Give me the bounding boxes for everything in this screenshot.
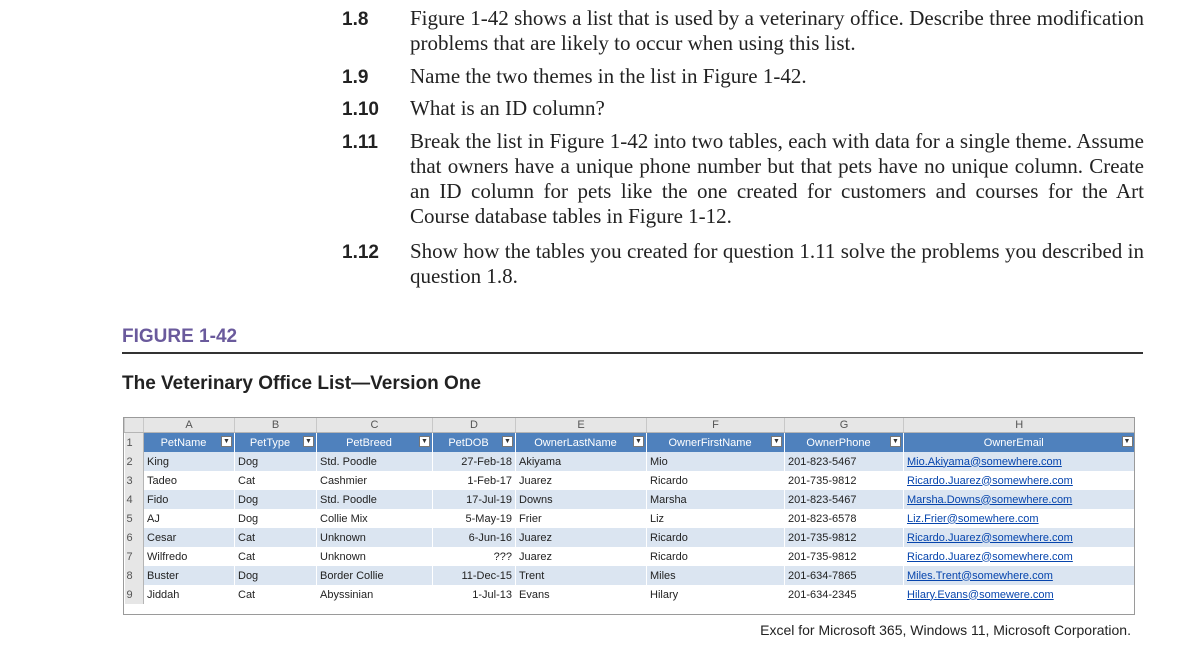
- header-cell: [433, 433, 516, 453]
- table-cell[interactable]: Wilfredo: [144, 547, 235, 566]
- question-1-11: [342, 129, 1144, 229]
- table-cell[interactable]: [904, 547, 1135, 566]
- veterinary-list-table: [124, 418, 1135, 604]
- filter-dropdown-icon[interactable]: ▼: [221, 436, 232, 447]
- table-cell[interactable]: Border Collie: [317, 566, 433, 585]
- table-cell[interactable]: Dog: [235, 566, 317, 585]
- table-cell[interactable]: Juarez: [516, 471, 647, 490]
- row-number[interactable]: 1: [125, 433, 144, 453]
- filter-dropdown-icon[interactable]: ▼: [502, 436, 513, 447]
- table-cell[interactable]: Buster: [144, 566, 235, 585]
- table-cell[interactable]: Unknown: [317, 547, 433, 566]
- header-row: [125, 433, 1135, 453]
- table-cell[interactable]: Dog: [235, 452, 317, 471]
- header-label: OwnerLastName: [534, 436, 617, 449]
- spreadsheet: [123, 417, 1135, 615]
- table-cell[interactable]: AJ: [144, 509, 235, 528]
- question-text: Name the two themes in the list in Figure 1-42.: [410, 64, 807, 88]
- header-label: PetBreed: [346, 436, 392, 449]
- header-label: OwnerEmail: [983, 436, 1044, 449]
- table-cell[interactable]: Mio: [647, 452, 785, 471]
- row-number[interactable]: 8: [125, 566, 144, 585]
- table-cell[interactable]: Akiyama: [516, 452, 647, 471]
- table-row: [125, 585, 1135, 604]
- question-number: 1.8: [342, 9, 369, 30]
- column-letter[interactable]: D: [433, 418, 516, 433]
- row-number[interactable]: 3: [125, 471, 144, 490]
- filter-dropdown-icon[interactable]: ▼: [890, 436, 901, 447]
- table-row: [125, 490, 1135, 509]
- table-cell[interactable]: [904, 490, 1135, 509]
- table-cell[interactable]: Fido: [144, 490, 235, 509]
- column-letter[interactable]: F: [647, 418, 785, 433]
- table-cell[interactable]: Jiddah: [144, 585, 235, 604]
- header-label: PetName: [160, 436, 207, 449]
- column-letter[interactable]: G: [785, 418, 904, 433]
- header-cell: [317, 433, 433, 453]
- table-cell[interactable]: Cat: [235, 471, 317, 490]
- question-1-9: [342, 64, 1144, 89]
- table-cell[interactable]: Miles: [647, 566, 785, 585]
- table-cell[interactable]: Marsha: [647, 490, 785, 509]
- table-cell[interactable]: Cesar: [144, 528, 235, 547]
- table-cell[interactable]: [904, 452, 1135, 471]
- row-number[interactable]: 6: [125, 528, 144, 547]
- table-cell[interactable]: Ricardo: [647, 471, 785, 490]
- question-number: 1.11: [342, 132, 378, 153]
- table-row: [125, 452, 1135, 471]
- table-row: [125, 471, 1135, 490]
- table-cell[interactable]: 201-634-7865: [785, 566, 904, 585]
- table-cell[interactable]: Ricardo: [647, 528, 785, 547]
- table-cell[interactable]: Dog: [235, 490, 317, 509]
- select-all-corner[interactable]: [125, 418, 144, 433]
- table-cell[interactable]: [904, 566, 1135, 585]
- table-row: [125, 509, 1135, 528]
- table-cell[interactable]: Std. Poodle: [317, 490, 433, 509]
- table-cell[interactable]: 201-735-9812: [785, 528, 904, 547]
- header-label: OwnerFirstName: [668, 436, 752, 449]
- question-number: 1.12: [342, 242, 379, 263]
- filter-dropdown-icon[interactable]: ▼: [419, 436, 430, 447]
- email-link[interactable]: Marsha.Downs@somewhere.com: [907, 493, 1073, 506]
- table-cell[interactable]: 1-Feb-17: [433, 471, 516, 490]
- email-link[interactable]: Liz.Frier@somewhere.com: [907, 512, 1039, 525]
- figure-title: The Veterinary Office List—Version One: [122, 373, 482, 394]
- filter-dropdown-icon[interactable]: ▼: [771, 436, 782, 447]
- email-link[interactable]: Ricardo.Juarez@somewhere.com: [907, 474, 1073, 487]
- question-1-12: [342, 239, 1144, 289]
- header-label: OwnerPhone: [806, 436, 871, 449]
- column-letter-row: [125, 418, 1135, 433]
- table-cell[interactable]: Downs: [516, 490, 647, 509]
- row-number[interactable]: 2: [125, 452, 144, 471]
- header-cell: [516, 433, 647, 453]
- email-link[interactable]: Ricardo.Juarez@somewhere.com: [907, 550, 1073, 563]
- table-cell[interactable]: Cashmier: [317, 471, 433, 490]
- figure-credit: Excel for Microsoft 365, Windows 11, Microsoft Corporation.: [760, 622, 1131, 638]
- table-cell[interactable]: 201-823-5467: [785, 490, 904, 509]
- question-text: What is an ID column?: [410, 96, 605, 120]
- table-row: [125, 547, 1135, 566]
- table-cell[interactable]: [904, 585, 1135, 604]
- column-letter[interactable]: E: [516, 418, 647, 433]
- filter-dropdown-icon[interactable]: ▼: [1122, 436, 1133, 447]
- column-letter[interactable]: C: [317, 418, 433, 433]
- table-cell[interactable]: 27-Feb-18: [433, 452, 516, 471]
- header-cell: [144, 433, 235, 453]
- figure-label: FIGURE 1-42: [122, 326, 238, 347]
- table-cell[interactable]: Hilary: [647, 585, 785, 604]
- header-label: PetType: [249, 436, 291, 449]
- row-number[interactable]: 7: [125, 547, 144, 566]
- figure-divider: [122, 352, 1143, 354]
- question-text: Break the list in Figure 1-42 into two tables, each with data for a single theme. Assume that owners have a unique phone number but that pets have no unique column. Create an ID column for pets like the one created for customers and courses for the Art Course database tables in Figure 1-12.: [410, 129, 1144, 228]
- table-cell[interactable]: 201-735-9812: [785, 547, 904, 566]
- column-letter[interactable]: B: [235, 418, 317, 433]
- table-cell[interactable]: Frier: [516, 509, 647, 528]
- filter-dropdown-icon[interactable]: ▼: [633, 436, 644, 447]
- header-cell: [647, 433, 785, 453]
- header-cell: [904, 433, 1135, 453]
- table-cell[interactable]: ???: [433, 547, 516, 566]
- row-number[interactable]: 9: [125, 585, 144, 604]
- header-label: PetDOB: [448, 436, 489, 449]
- table-cell[interactable]: 201-634-2345: [785, 585, 904, 604]
- table-cell[interactable]: 1-Jul-13: [433, 585, 516, 604]
- table-cell[interactable]: 201-823-5467: [785, 452, 904, 471]
- email-link[interactable]: Hilary.Evans@somewere.com: [907, 588, 1054, 601]
- column-letter[interactable]: A: [144, 418, 235, 433]
- table-cell[interactable]: 5-May-19: [433, 509, 516, 528]
- email-link[interactable]: Ricardo.Juarez@somewhere.com: [907, 531, 1073, 544]
- table-row: [125, 566, 1135, 585]
- header-cell: [235, 433, 317, 453]
- email-link[interactable]: Mio.Akiyama@somewhere.com: [907, 455, 1062, 468]
- table-cell[interactable]: Ricardo: [647, 547, 785, 566]
- table-cell[interactable]: 6-Jun-16: [433, 528, 516, 547]
- question-text: Show how the tables you created for question 1.11 solve the problems you described in question 1.8.: [410, 239, 1144, 288]
- table-cell[interactable]: [904, 528, 1135, 547]
- table-cell[interactable]: Cat: [235, 585, 317, 604]
- table-cell[interactable]: Tadeo: [144, 471, 235, 490]
- table-cell[interactable]: 11-Dec-15: [433, 566, 516, 585]
- table-cell[interactable]: Unknown: [317, 528, 433, 547]
- table-cell[interactable]: Abyssinian: [317, 585, 433, 604]
- column-letter[interactable]: H: [904, 418, 1135, 433]
- table-cell[interactable]: 201-735-9812: [785, 471, 904, 490]
- table-cell[interactable]: Collie Mix: [317, 509, 433, 528]
- email-link[interactable]: Miles.Trent@somewhere.com: [907, 569, 1053, 582]
- table-cell[interactable]: 17-Jul-19: [433, 490, 516, 509]
- table-cell[interactable]: Liz: [647, 509, 785, 528]
- table-cell[interactable]: Cat: [235, 547, 317, 566]
- row-number[interactable]: 5: [125, 509, 144, 528]
- filter-dropdown-icon[interactable]: ▼: [303, 436, 314, 447]
- question-text: Figure 1-42 shows a list that is used by a veterinary office. Describe three modification problems that are likely to occur when using this list.: [410, 6, 1144, 55]
- table-cell[interactable]: King: [144, 452, 235, 471]
- table-cell[interactable]: Evans: [516, 585, 647, 604]
- table-cell[interactable]: Dog: [235, 509, 317, 528]
- question-number: 1.10: [342, 99, 379, 120]
- row-number[interactable]: 4: [125, 490, 144, 509]
- question-1-10: [342, 96, 1144, 121]
- table-cell[interactable]: [904, 471, 1135, 490]
- table-cell[interactable]: [904, 509, 1135, 528]
- header-cell: [785, 433, 904, 453]
- table-cell[interactable]: Juarez: [516, 528, 647, 547]
- table-cell[interactable]: Std. Poodle: [317, 452, 433, 471]
- table-row: [125, 528, 1135, 547]
- table-cell[interactable]: Cat: [235, 528, 317, 547]
- question-1-8: [342, 6, 1144, 56]
- table-cell[interactable]: 201-823-6578: [785, 509, 904, 528]
- table-cell[interactable]: Trent: [516, 566, 647, 585]
- table-cell[interactable]: Juarez: [516, 547, 647, 566]
- question-number: 1.9: [342, 67, 369, 88]
